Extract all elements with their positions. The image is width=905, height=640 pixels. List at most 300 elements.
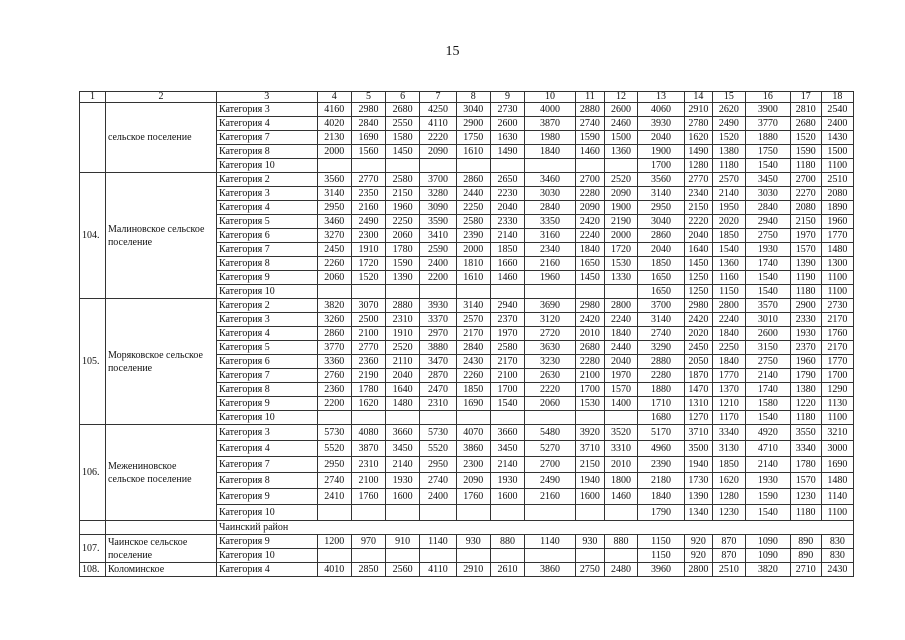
table-row xyxy=(80,299,854,313)
value-cell: 2220 xyxy=(525,383,576,397)
value-cell: 2770 xyxy=(351,341,385,355)
value-cell xyxy=(420,549,456,563)
column-header: 12 xyxy=(604,92,637,103)
value-cell xyxy=(351,411,385,425)
value-cell: 1790 xyxy=(790,369,821,383)
value-cell: 1660 xyxy=(490,257,524,271)
column-header: 5 xyxy=(351,92,385,103)
value-cell: 2680 xyxy=(790,117,821,131)
column-header: 1 xyxy=(80,92,106,103)
value-cell: 3210 xyxy=(821,425,853,441)
value-cell: 1590 xyxy=(386,257,420,271)
value-cell: 1950 xyxy=(712,201,745,215)
value-cell: 3360 xyxy=(317,355,351,369)
settlement-name: Коломинское xyxy=(105,563,216,577)
value-cell: 1460 xyxy=(604,489,637,505)
category-cell: Категория 9 xyxy=(216,489,317,505)
value-cell: 3150 xyxy=(746,341,791,355)
value-cell: 3900 xyxy=(746,103,791,117)
value-cell: 1640 xyxy=(386,383,420,397)
value-cell: 3690 xyxy=(525,299,576,313)
value-cell: 1210 xyxy=(712,397,745,411)
value-cell: 4070 xyxy=(456,425,490,441)
value-cell: 2170 xyxy=(821,341,853,355)
value-cell: 1150 xyxy=(712,285,745,299)
value-cell: 2130 xyxy=(317,131,351,145)
value-cell: 3280 xyxy=(420,187,456,201)
value-cell: 3560 xyxy=(317,173,351,187)
value-cell: 2160 xyxy=(525,489,576,505)
value-cell: 2390 xyxy=(456,229,490,243)
value-cell: 1250 xyxy=(684,271,712,285)
value-cell: 3500 xyxy=(684,441,712,457)
value-cell: 2330 xyxy=(790,313,821,327)
value-cell: 3140 xyxy=(456,299,490,313)
value-cell: 2280 xyxy=(638,369,685,383)
value-cell: 2420 xyxy=(575,215,604,229)
value-cell: 2040 xyxy=(638,243,685,257)
value-cell: 1780 xyxy=(351,383,385,397)
value-cell: 2880 xyxy=(575,103,604,117)
value-cell: 5520 xyxy=(317,441,351,457)
value-cell xyxy=(575,505,604,521)
value-cell: 1400 xyxy=(604,397,637,411)
value-cell: 1770 xyxy=(821,229,853,243)
value-cell: 2160 xyxy=(525,257,576,271)
value-cell: 1580 xyxy=(386,131,420,145)
value-cell: 2240 xyxy=(575,229,604,243)
value-cell xyxy=(420,285,456,299)
value-cell: 3450 xyxy=(490,441,524,457)
value-cell: 2490 xyxy=(712,117,745,131)
value-cell: 2010 xyxy=(604,457,637,473)
value-cell: 2840 xyxy=(456,341,490,355)
value-cell xyxy=(525,411,576,425)
value-cell: 1140 xyxy=(420,535,456,549)
value-cell: 1360 xyxy=(604,145,637,159)
value-cell: 1390 xyxy=(684,489,712,505)
category-cell: Категория 4 xyxy=(216,117,317,131)
value-cell: 2060 xyxy=(386,229,420,243)
district-row xyxy=(80,521,854,535)
value-cell: 1160 xyxy=(712,271,745,285)
value-cell xyxy=(456,549,490,563)
value-cell: 2620 xyxy=(712,103,745,117)
value-cell: 3570 xyxy=(746,299,791,313)
value-cell: 4110 xyxy=(420,117,456,131)
value-cell xyxy=(490,285,524,299)
value-cell: 1840 xyxy=(712,355,745,369)
value-cell: 1450 xyxy=(575,271,604,285)
value-cell: 2100 xyxy=(351,327,385,341)
district-name: Чаинский район xyxy=(216,521,853,535)
value-cell: 1930 xyxy=(490,473,524,489)
value-cell: 2150 xyxy=(684,201,712,215)
value-cell: 2140 xyxy=(386,457,420,473)
value-cell: 1740 xyxy=(746,257,791,271)
value-cell: 2880 xyxy=(386,299,420,313)
value-cell: 2720 xyxy=(525,327,576,341)
value-cell: 930 xyxy=(575,535,604,549)
category-cell: Категория 8 xyxy=(216,145,317,159)
value-cell: 2780 xyxy=(684,117,712,131)
value-cell: 1780 xyxy=(386,243,420,257)
category-cell: Категория 3 xyxy=(216,187,317,201)
value-cell: 1360 xyxy=(712,257,745,271)
value-cell: 970 xyxy=(351,535,385,549)
value-cell: 2510 xyxy=(821,173,853,187)
value-cell: 1840 xyxy=(712,327,745,341)
value-cell xyxy=(317,505,351,521)
row-index: 104. xyxy=(80,173,106,299)
column-header: 16 xyxy=(746,92,791,103)
value-cell: 1610 xyxy=(456,271,490,285)
value-cell: 1840 xyxy=(604,327,637,341)
value-cell: 2910 xyxy=(684,103,712,117)
district-empty-cell xyxy=(80,521,106,535)
value-cell: 2950 xyxy=(317,201,351,215)
value-cell: 2880 xyxy=(638,355,685,369)
value-cell: 2090 xyxy=(575,201,604,215)
value-cell: 4960 xyxy=(638,441,685,457)
value-cell: 2000 xyxy=(317,145,351,159)
value-cell: 3880 xyxy=(420,341,456,355)
value-cell: 1970 xyxy=(490,327,524,341)
value-cell: 4250 xyxy=(420,103,456,117)
value-cell: 1530 xyxy=(575,397,604,411)
value-cell: 2240 xyxy=(604,313,637,327)
category-cell: Категория 4 xyxy=(216,327,317,341)
value-cell: 2170 xyxy=(821,313,853,327)
value-cell: 1600 xyxy=(386,489,420,505)
value-cell: 2740 xyxy=(420,473,456,489)
value-cell: 830 xyxy=(821,549,853,563)
value-cell: 1200 xyxy=(317,535,351,549)
value-cell: 1930 xyxy=(790,327,821,341)
value-cell xyxy=(317,411,351,425)
value-cell xyxy=(490,411,524,425)
value-cell: 1760 xyxy=(456,489,490,505)
value-cell: 4160 xyxy=(317,103,351,117)
category-cell: Категория 8 xyxy=(216,473,317,489)
value-cell: 1850 xyxy=(712,229,745,243)
value-cell: 1890 xyxy=(821,201,853,215)
value-cell: 1490 xyxy=(684,145,712,159)
value-cell: 3290 xyxy=(638,341,685,355)
value-cell: 1180 xyxy=(790,411,821,425)
value-cell: 1180 xyxy=(790,159,821,173)
value-cell: 1100 xyxy=(821,159,853,173)
value-cell: 3460 xyxy=(317,215,351,229)
value-cell xyxy=(525,549,576,563)
value-cell: 2460 xyxy=(604,117,637,131)
value-cell: 1280 xyxy=(684,159,712,173)
value-cell xyxy=(317,159,351,173)
value-cell: 3820 xyxy=(317,299,351,313)
value-cell: 2080 xyxy=(790,201,821,215)
value-cell: 4000 xyxy=(525,103,576,117)
row-index: 105. xyxy=(80,299,106,425)
value-cell: 3070 xyxy=(351,299,385,313)
value-cell xyxy=(351,549,385,563)
value-cell: 1290 xyxy=(821,383,853,397)
value-cell: 2230 xyxy=(490,187,524,201)
row-index: 106. xyxy=(80,425,106,521)
category-cell: Категория 5 xyxy=(216,341,317,355)
category-cell: Категория 5 xyxy=(216,215,317,229)
value-cell: 3920 xyxy=(575,425,604,441)
value-cell: 2310 xyxy=(386,313,420,327)
value-cell: 2860 xyxy=(317,327,351,341)
value-cell xyxy=(604,505,637,521)
value-cell: 3710 xyxy=(575,441,604,457)
category-cell: Категория 10 xyxy=(216,285,317,299)
value-cell: 1430 xyxy=(821,131,853,145)
value-cell: 2360 xyxy=(351,355,385,369)
value-cell: 2510 xyxy=(712,563,745,577)
value-cell: 2300 xyxy=(456,457,490,473)
value-cell: 2350 xyxy=(351,187,385,201)
value-cell: 2310 xyxy=(351,457,385,473)
value-cell: 2090 xyxy=(456,473,490,489)
value-cell: 1570 xyxy=(604,383,637,397)
value-cell: 2080 xyxy=(821,187,853,201)
value-cell: 1700 xyxy=(821,369,853,383)
value-cell: 1500 xyxy=(604,131,637,145)
value-cell xyxy=(420,159,456,173)
value-cell: 2950 xyxy=(638,201,685,215)
value-cell: 1850 xyxy=(490,243,524,257)
value-cell: 3000 xyxy=(821,441,853,457)
value-cell: 2040 xyxy=(604,355,637,369)
value-cell: 1520 xyxy=(790,131,821,145)
value-cell: 2140 xyxy=(746,369,791,383)
value-cell: 2040 xyxy=(386,369,420,383)
value-cell: 2840 xyxy=(351,117,385,131)
value-cell: 1220 xyxy=(790,397,821,411)
value-cell: 3350 xyxy=(525,215,576,229)
value-cell: 2570 xyxy=(456,313,490,327)
value-cell: 2100 xyxy=(351,473,385,489)
value-cell: 1620 xyxy=(684,131,712,145)
value-cell: 2900 xyxy=(456,117,490,131)
value-cell: 1570 xyxy=(790,243,821,257)
table-row xyxy=(80,173,854,187)
value-cell: 2010 xyxy=(575,327,604,341)
value-cell: 1650 xyxy=(575,257,604,271)
value-cell: 2550 xyxy=(386,117,420,131)
value-cell: 2480 xyxy=(604,563,637,577)
value-cell: 3930 xyxy=(638,117,685,131)
value-cell: 2980 xyxy=(575,299,604,313)
value-cell: 2570 xyxy=(712,173,745,187)
value-cell: 2220 xyxy=(684,215,712,229)
value-cell: 3040 xyxy=(456,103,490,117)
value-cell: 2970 xyxy=(420,327,456,341)
value-cell: 2250 xyxy=(712,341,745,355)
value-cell: 1620 xyxy=(712,473,745,489)
value-cell: 3560 xyxy=(638,173,685,187)
value-cell: 2140 xyxy=(490,457,524,473)
category-cell: Категория 6 xyxy=(216,229,317,243)
value-cell: 880 xyxy=(490,535,524,549)
value-cell: 3410 xyxy=(420,229,456,243)
column-header: 8 xyxy=(456,92,490,103)
value-cell xyxy=(317,549,351,563)
value-cell: 2630 xyxy=(525,369,576,383)
value-cell: 1760 xyxy=(351,489,385,505)
value-cell: 1460 xyxy=(490,271,524,285)
value-cell: 2280 xyxy=(575,187,604,201)
category-cell: Категория 4 xyxy=(216,441,317,457)
value-cell: 2900 xyxy=(790,299,821,313)
value-cell: 2040 xyxy=(684,229,712,243)
value-cell xyxy=(386,549,420,563)
value-cell: 4110 xyxy=(420,563,456,577)
value-cell: 2250 xyxy=(456,201,490,215)
value-cell: 2760 xyxy=(317,369,351,383)
value-cell: 2470 xyxy=(420,383,456,397)
value-cell: 2580 xyxy=(456,215,490,229)
value-cell: 1850 xyxy=(638,257,685,271)
value-cell: 2000 xyxy=(456,243,490,257)
value-cell: 3700 xyxy=(420,173,456,187)
value-cell: 3660 xyxy=(386,425,420,441)
value-cell: 2300 xyxy=(351,229,385,243)
value-cell: 1960 xyxy=(790,355,821,369)
value-cell: 2060 xyxy=(525,397,576,411)
category-cell: Категория 7 xyxy=(216,243,317,257)
value-cell: 1540 xyxy=(746,159,791,173)
value-cell: 1850 xyxy=(712,457,745,473)
value-cell: 1310 xyxy=(684,397,712,411)
value-cell: 1380 xyxy=(712,145,745,159)
value-cell xyxy=(386,505,420,521)
value-cell: 4080 xyxy=(351,425,385,441)
value-cell: 1540 xyxy=(746,285,791,299)
column-header: 4 xyxy=(317,92,351,103)
category-cell: Категория 6 xyxy=(216,355,317,369)
value-cell: 1650 xyxy=(638,271,685,285)
value-cell: 2770 xyxy=(684,173,712,187)
value-cell: 2580 xyxy=(490,341,524,355)
value-cell xyxy=(490,505,524,521)
value-cell: 2040 xyxy=(490,201,524,215)
district-empty-cell xyxy=(105,521,216,535)
value-cell: 2700 xyxy=(790,173,821,187)
value-cell: 3450 xyxy=(746,173,791,187)
value-cell: 3120 xyxy=(525,313,576,327)
value-cell: 2280 xyxy=(575,355,604,369)
value-cell: 2150 xyxy=(790,215,821,229)
value-cell: 5730 xyxy=(420,425,456,441)
value-cell: 1870 xyxy=(684,369,712,383)
value-cell: 1940 xyxy=(684,457,712,473)
value-cell: 1630 xyxy=(490,131,524,145)
value-cell: 2490 xyxy=(525,473,576,489)
value-cell: 1760 xyxy=(821,327,853,341)
value-cell: 1100 xyxy=(821,271,853,285)
value-cell xyxy=(456,285,490,299)
value-cell: 2140 xyxy=(490,229,524,243)
category-cell: Категория 7 xyxy=(216,131,317,145)
column-header: 9 xyxy=(490,92,524,103)
value-cell xyxy=(525,285,576,299)
value-cell: 2800 xyxy=(712,299,745,313)
value-cell: 1840 xyxy=(638,489,685,505)
value-cell: 2180 xyxy=(638,473,685,489)
value-cell: 1620 xyxy=(351,397,385,411)
settlement-name: сельское поселение xyxy=(105,103,216,173)
value-cell: 4060 xyxy=(638,103,685,117)
value-cell: 2740 xyxy=(317,473,351,489)
value-cell: 1600 xyxy=(575,489,604,505)
value-cell xyxy=(317,285,351,299)
value-cell: 1150 xyxy=(638,535,685,549)
value-cell: 2150 xyxy=(575,457,604,473)
value-cell: 2520 xyxy=(386,341,420,355)
value-cell: 3660 xyxy=(490,425,524,441)
value-cell: 1170 xyxy=(712,411,745,425)
category-cell: Категория 3 xyxy=(216,103,317,117)
column-header: 3 xyxy=(216,92,317,103)
table-row xyxy=(80,425,854,441)
value-cell: 1910 xyxy=(351,243,385,257)
category-cell: Категория 9 xyxy=(216,397,317,411)
settlement-name: Моряковское сельское поселение xyxy=(105,299,216,425)
value-cell: 3010 xyxy=(746,313,791,327)
category-cell: Категория 7 xyxy=(216,369,317,383)
value-cell: 2600 xyxy=(746,327,791,341)
value-cell: 2260 xyxy=(317,257,351,271)
value-cell: 2710 xyxy=(790,563,821,577)
value-cell: 2940 xyxy=(490,299,524,313)
value-cell: 880 xyxy=(604,535,637,549)
value-cell: 920 xyxy=(684,549,712,563)
value-cell: 5520 xyxy=(420,441,456,457)
value-cell: 1840 xyxy=(525,145,576,159)
value-cell: 2750 xyxy=(746,355,791,369)
value-cell: 3870 xyxy=(351,441,385,457)
value-cell: 1180 xyxy=(712,159,745,173)
value-cell: 1140 xyxy=(821,489,853,505)
value-cell: 2700 xyxy=(575,173,604,187)
value-cell: 870 xyxy=(712,549,745,563)
value-cell: 1540 xyxy=(490,397,524,411)
value-cell: 2540 xyxy=(821,103,853,117)
value-cell: 3340 xyxy=(790,441,821,457)
value-cell: 3860 xyxy=(525,563,576,577)
value-cell: 1580 xyxy=(746,397,791,411)
value-cell: 1180 xyxy=(790,285,821,299)
category-cell: Категория 8 xyxy=(216,257,317,271)
category-cell: Категория 2 xyxy=(216,173,317,187)
value-cell: 3230 xyxy=(525,355,576,369)
value-cell: 2220 xyxy=(420,131,456,145)
value-cell: 1150 xyxy=(638,549,685,563)
value-cell: 1390 xyxy=(386,271,420,285)
value-cell: 3130 xyxy=(712,441,745,457)
value-cell: 1970 xyxy=(790,229,821,243)
value-cell: 2430 xyxy=(821,563,853,577)
value-cell: 2770 xyxy=(351,173,385,187)
value-cell: 2450 xyxy=(684,341,712,355)
category-cell: Категория 10 xyxy=(216,505,317,521)
value-cell: 1130 xyxy=(821,397,853,411)
value-cell: 1520 xyxy=(351,271,385,285)
category-cell: Категория 3 xyxy=(216,425,317,441)
value-cell xyxy=(575,285,604,299)
